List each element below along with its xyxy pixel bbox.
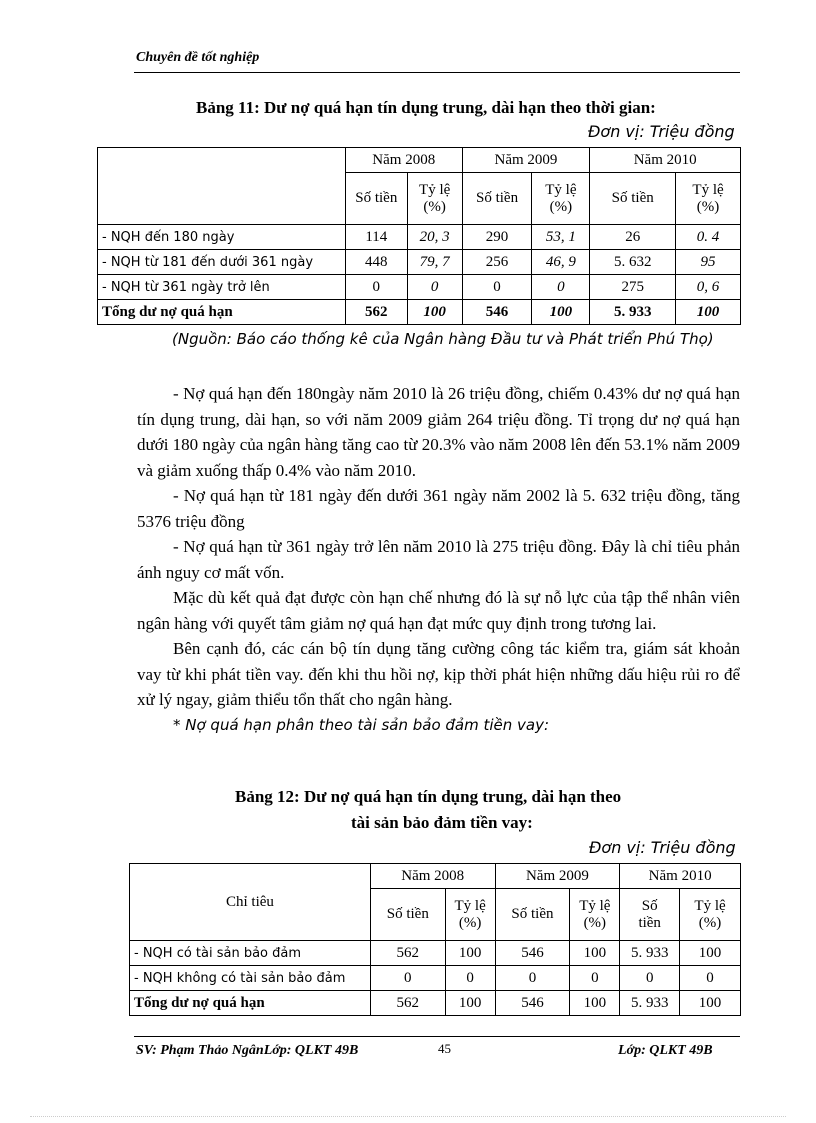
cell: 95 [676, 250, 741, 275]
cell: 275 [590, 275, 676, 300]
cell: 0, 6 [676, 275, 741, 300]
cell: 0 [532, 275, 590, 300]
ratio-unit: (%) [458, 914, 482, 931]
cell: 100 [445, 941, 495, 966]
cell: 562 [370, 991, 445, 1016]
page-number: 45 [438, 1041, 451, 1056]
cell: 562 [370, 941, 445, 966]
cell: 5. 933 [620, 941, 680, 966]
table-11-unit: Đơn vị: Triệu đồng [588, 122, 735, 141]
table-12-title: Bảng 12: Dư nợ quá hạn tín dụng trung, dài hạn theo [235, 787, 622, 806]
ratio-label: Tỷ lệ [419, 181, 451, 198]
cell: 448 [345, 250, 407, 275]
ratio-label: Tỷ lệ [694, 897, 726, 914]
body-text [137, 381, 740, 738]
table-11-amount-header: Số tiền [462, 173, 532, 225]
cell: 0 [620, 966, 680, 991]
table-12-year: Năm 2008 [370, 864, 495, 889]
ratio-unit: (%) [549, 198, 573, 215]
row-label: - NQH có tài sản bảo đảm [130, 941, 371, 966]
table-11-source: (Nguồn: Báo cáo thống kê của Ngân hàng Đầu tư và Phát triển Phú Thọ) [172, 330, 714, 348]
header-rule [134, 72, 740, 73]
cell: 0 [370, 966, 445, 991]
table-11 [97, 147, 741, 325]
table-12-amount-header: Số tiền [370, 889, 445, 941]
cell: 100 [532, 300, 590, 325]
row-label: Tổng dư nợ quá hạn [98, 300, 346, 325]
ratio-unit: (%) [423, 198, 446, 215]
ratio-label: Tỷ lệ [454, 897, 486, 914]
paragraph: - Nợ quá hạn từ 361 ngày trở lên năm 2010 là 275 triệu đồng. Đây là chỉ tiêu phản ánh nguy cơ mất vốn. [137, 537, 740, 582]
table-11-year: Năm 2010 [590, 148, 741, 173]
cell: 20, 3 [407, 225, 462, 250]
cell: 546 [495, 991, 570, 1016]
paragraph: - Nợ quá hạn từ 181 ngày đến dưới 361 ngày năm 2002 là 5. 632 triệu đồng, tăng 5376 triệu đồng [137, 486, 740, 531]
cell: 546 [462, 300, 532, 325]
table-11-corner [98, 148, 346, 225]
ratio-label: Tỷ lệ [692, 181, 724, 198]
row-label: Tổng dư nợ quá hạn [130, 991, 371, 1016]
cell: 0 [445, 966, 495, 991]
table-row [130, 941, 741, 966]
table-12-amount-header: Số tiền [495, 889, 570, 941]
cell: 114 [345, 225, 407, 250]
table-12-indicator-header: Chỉ tiêu [130, 864, 371, 941]
cell: 26 [590, 225, 676, 250]
cell: 100 [680, 941, 741, 966]
cell: 79, 7 [407, 250, 462, 275]
note: * Nợ quá hạn phân theo tài sản bảo đảm tiền vay: [173, 715, 550, 734]
cell: 100 [445, 991, 495, 1016]
row-label: - NQH không có tài sản bảo đảm [130, 966, 371, 991]
cell: 0 [680, 966, 741, 991]
cell: 5. 933 [590, 300, 676, 325]
cell: 0 [407, 275, 462, 300]
cell: 5. 632 [590, 250, 676, 275]
paragraph: Bên cạnh đó, các cán bộ tín dụng tăng cường công tác kiểm tra, giám sát khoản vay từ khi phát tiền vay. đến khi thu hồi nợ, kịp thời phát hiện những dấu hiệu rủi ro để xử lý ngay, giảm thiểu tổn thất cho ngân hàng. [137, 639, 740, 709]
cell: 0 [495, 966, 570, 991]
cell: 100 [680, 991, 741, 1016]
table-12-amount-header [620, 889, 680, 941]
cell: 5. 933 [620, 991, 680, 1016]
table-11-ratio-header [532, 173, 590, 225]
table-12 [129, 863, 741, 1016]
cell: 0 [570, 966, 620, 991]
header-title: Chuyên đề tốt nghiệp [136, 50, 260, 65]
table-12-ratio-header [445, 889, 495, 941]
cell: 100 [676, 300, 741, 325]
table-row-total [98, 300, 741, 325]
cell: 46, 9 [532, 250, 590, 275]
cell: 546 [495, 941, 570, 966]
ratio-label: Tỷ lệ [579, 897, 611, 914]
table-12-unit: Đơn vị: Triệu đồng [589, 838, 736, 857]
footer-rule [134, 1036, 740, 1037]
cell: 100 [407, 300, 462, 325]
table-12-ratio-header [570, 889, 620, 941]
ratio-unit: (%) [583, 914, 607, 931]
table-11-ratio-header [407, 173, 462, 225]
page-edge-divider [30, 1116, 786, 1117]
ratio-unit: (%) [698, 914, 722, 931]
cell: 100 [570, 991, 620, 1016]
cell: 53, 1 [532, 225, 590, 250]
row-label: - NQH đến 180 ngày [98, 225, 346, 250]
ratio-unit: (%) [696, 198, 720, 215]
table-11-amount-header: Số tiền [590, 173, 676, 225]
cell: 0 [462, 275, 532, 300]
table-row [98, 250, 741, 275]
table-11-ratio-header [676, 173, 741, 225]
cell: 562 [345, 300, 407, 325]
table-11-title: Bảng 11: Dư nợ quá hạn tín dụng trung, dài hạn theo thời gian: [196, 98, 656, 117]
footer-class: Lớp: QLKT 49B [618, 1043, 713, 1058]
cell: 0. 4 [676, 225, 741, 250]
cell: 100 [570, 941, 620, 966]
paragraph: - Nợ quá hạn đến 180ngày năm 2010 là 26 triệu đồng, chiếm 0.43% dư nợ quá hạn tín dụng trung, dài hạn, so với năm 2009 giảm 264 triệu đồng. Tỉ trọng dư nợ quá hạn dưới 180 ngày của ngân hàng tăng cao từ 20.3% vào năm 2008 lên đến 53.1% năm 2009 và giảm xuống thấp 0.4% vào năm 2010. [137, 384, 740, 480]
row-label: - NQH từ 361 ngày trở lên [98, 275, 346, 300]
table-12-ratio-header [680, 889, 741, 941]
cell: 0 [345, 275, 407, 300]
cell: 290 [462, 225, 532, 250]
cell: 256 [462, 250, 532, 275]
table-row [130, 966, 741, 991]
amount-label: Số [641, 897, 658, 914]
footer-student: SV: Phạm Thảo NgânLớp: QLKT 49B [136, 1043, 359, 1058]
table-11-year: Năm 2009 [462, 148, 590, 173]
table-12-title-line2: tài sản bảo đảm tiền vay: [351, 813, 533, 832]
ratio-label: Tỷ lệ [545, 181, 577, 198]
table-12-year: Năm 2010 [620, 864, 741, 889]
table-row [98, 275, 741, 300]
paragraph: Mặc dù kết quả đạt được còn hạn chế nhưng đó là sự nỗ lực của tập thể nhân viên ngân hàng với quyết tâm giảm nợ quá hạn đạt mức quy định trong tương lai. [137, 588, 740, 633]
table-12-year: Năm 2009 [495, 864, 620, 889]
table-11-amount-header: Số tiền [345, 173, 407, 225]
table-row [98, 225, 741, 250]
table-row-total [130, 991, 741, 1016]
amount-label-2: tiền [638, 914, 661, 931]
row-label: - NQH từ 181 đến dưới 361 ngày [98, 250, 346, 275]
table-11-year: Năm 2008 [345, 148, 462, 173]
